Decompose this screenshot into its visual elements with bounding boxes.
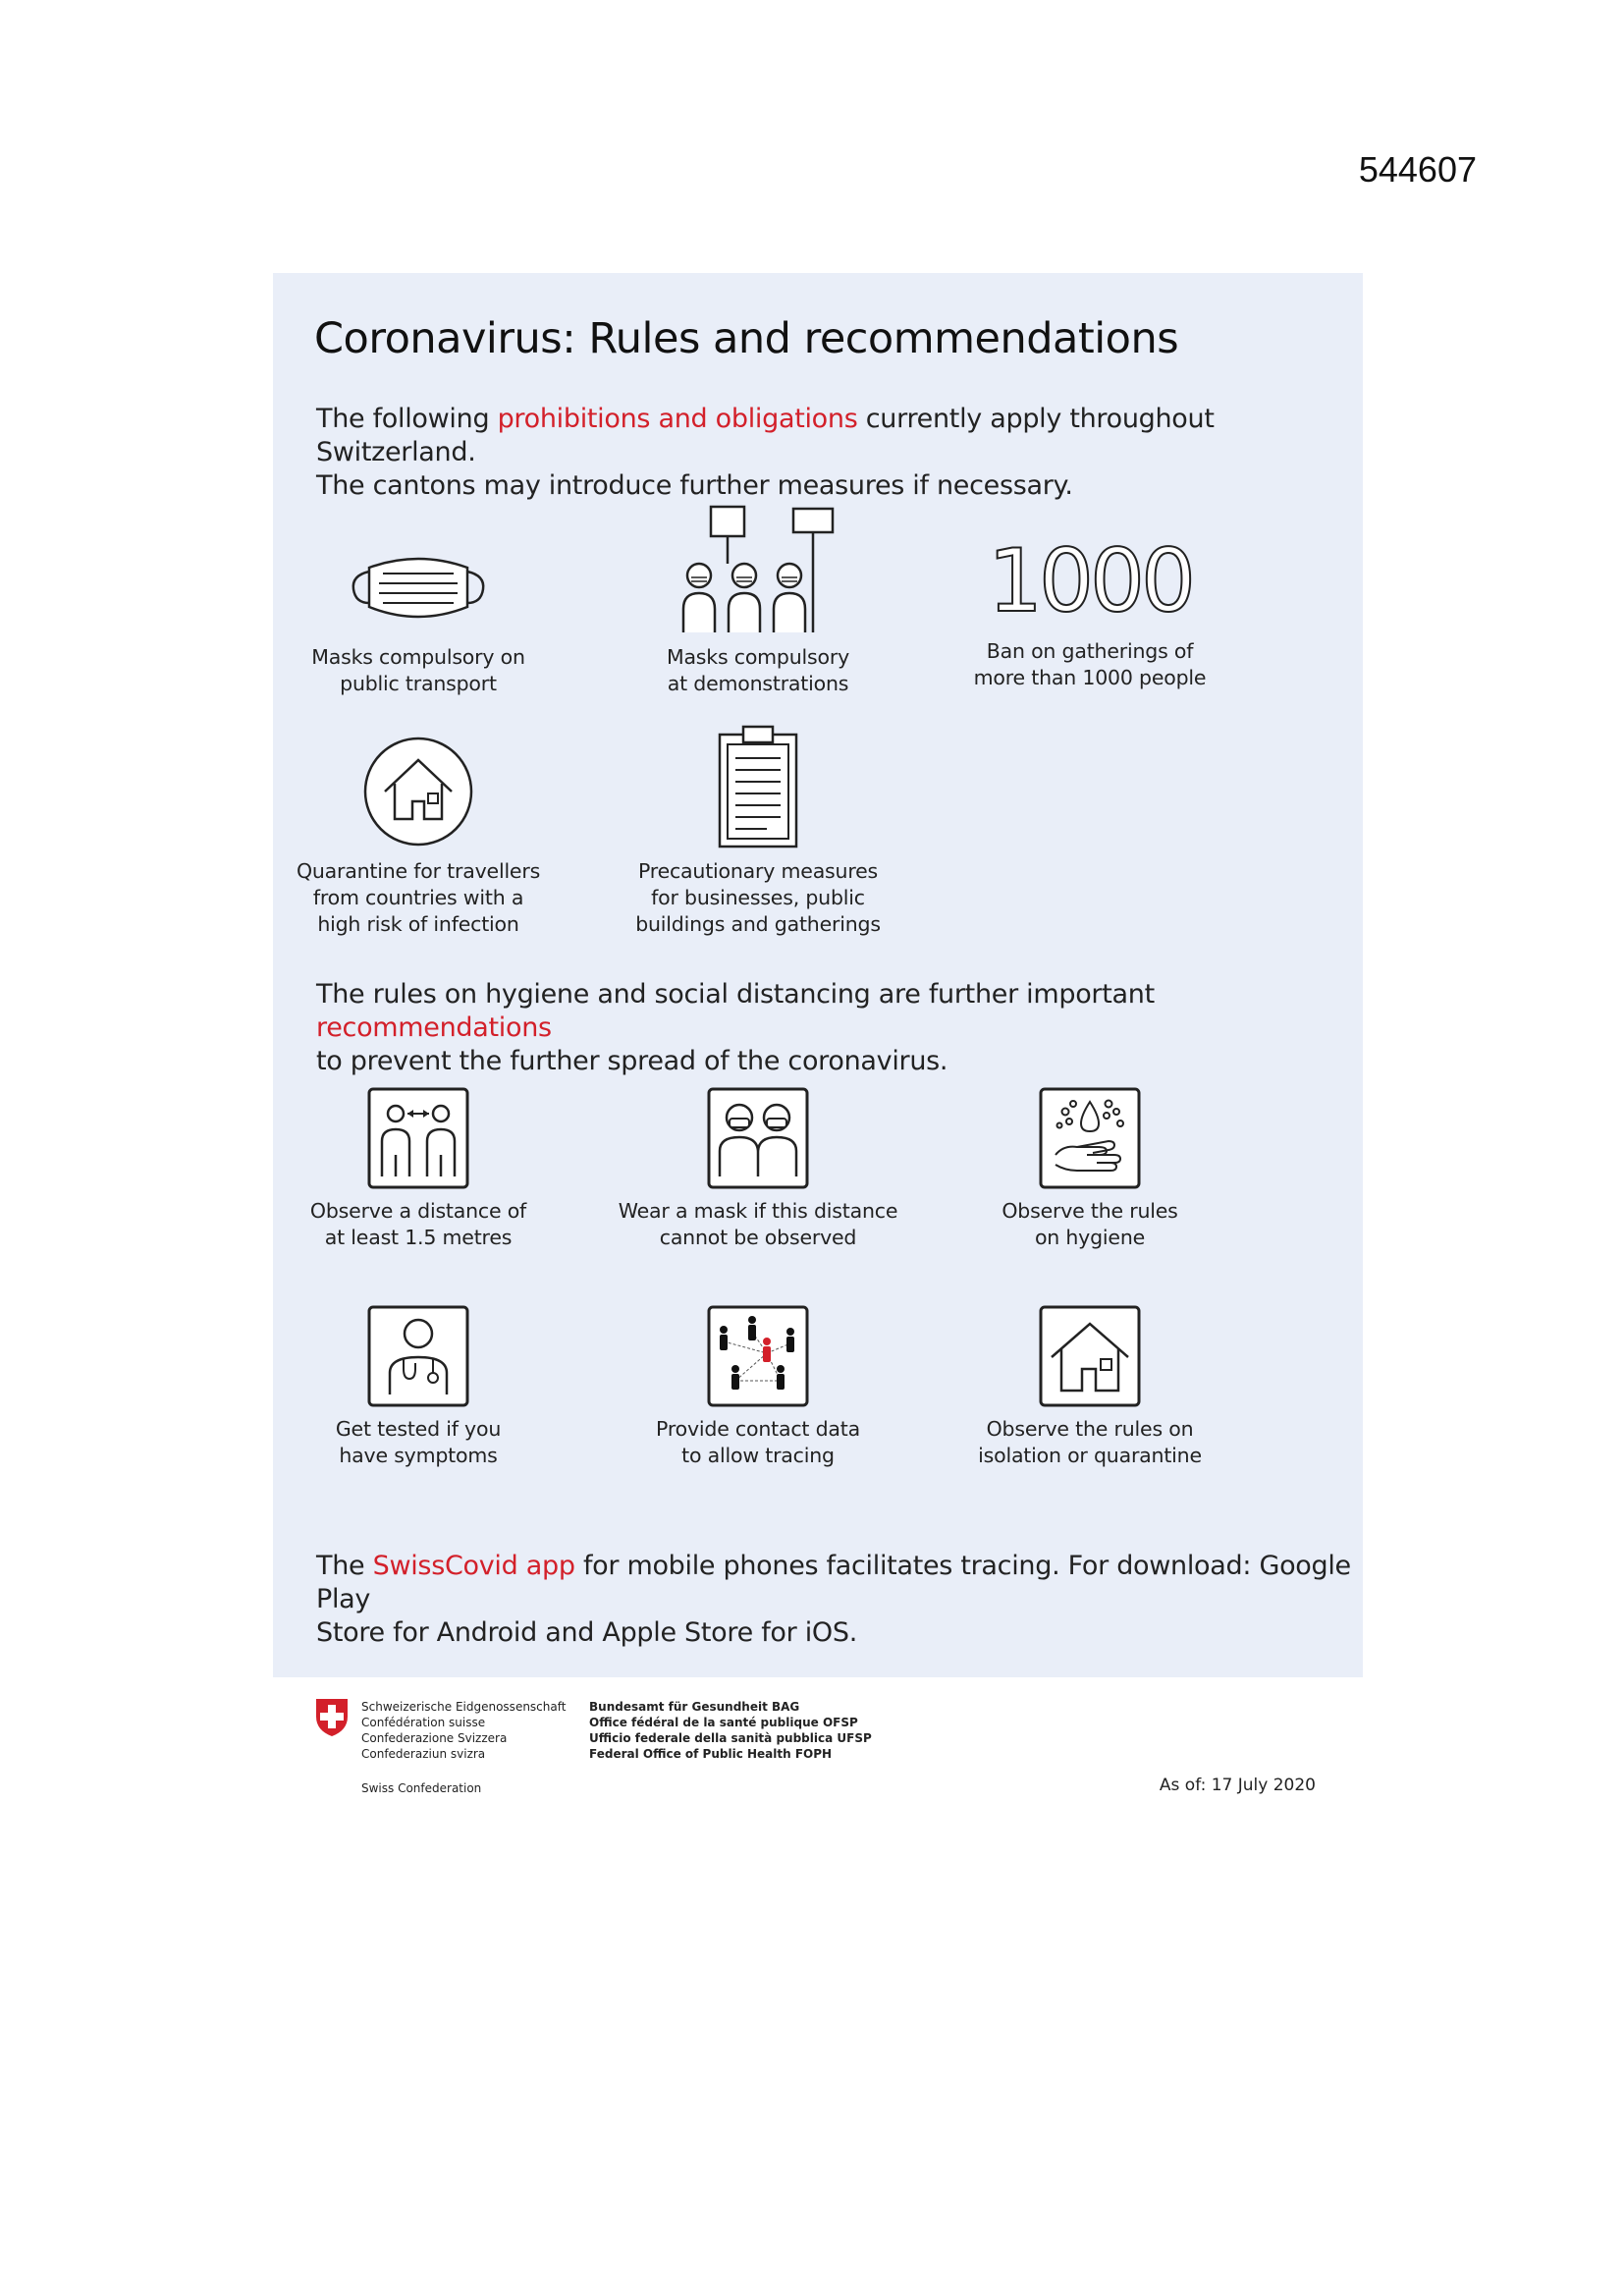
quarantine-house-icon <box>359 733 477 850</box>
confederation-line: Confédération suisse <box>361 1716 486 1729</box>
recommendation-item-contact-data <box>611 1304 905 1469</box>
item-caption: Provide contact data to allow tracing <box>656 1417 860 1467</box>
mask-icon <box>350 538 487 636</box>
recommendations-paragraph <box>316 978 1363 1078</box>
recommendation-item-distance <box>271 1086 566 1251</box>
swiss-confederation-label: Swiss Confederation <box>361 1781 482 1795</box>
item-caption: Observe a distance of at least 1.5 metres <box>309 1199 527 1249</box>
item-caption: Quarantine for travellers from countries with a high risk of infection <box>296 859 541 936</box>
prohibition-item-quarantine <box>271 733 566 938</box>
recommendation-item-isolation <box>943 1304 1237 1469</box>
intro-prefix: The following <box>316 404 498 434</box>
distance-icon <box>366 1086 470 1190</box>
intro-highlight: prohibitions and obligations <box>497 404 858 434</box>
prohibition-item-gatherings <box>943 530 1237 691</box>
item-caption: Wear a mask if this distance cannot be observed <box>618 1199 898 1249</box>
app-line2: Store for Android and Apple Store for iOS. <box>316 1617 857 1648</box>
intro-line2: The cantons may introduce further measures if necessary. <box>316 470 1073 501</box>
number-1000-icon: 1000 <box>988 530 1192 631</box>
recommendation-item-wear-mask <box>611 1086 905 1251</box>
office-line: Office fédéral de la santé publique OFSP <box>589 1716 858 1729</box>
masked-people-icon <box>706 1086 810 1190</box>
poster <box>273 273 1363 1677</box>
recommendation-item-hygiene <box>943 1086 1237 1251</box>
prohibition-item-precautionary <box>611 723 905 938</box>
office-names <box>589 1699 872 1762</box>
as-of-date: As of: 17 July 2020 <box>1159 1776 1316 1795</box>
item-caption: Precautionary measures for businesses, public buildings and gatherings <box>635 859 881 936</box>
item-caption: Observe the rules on isolation or quarantine <box>978 1417 1202 1467</box>
office-line: Ufficio federale della sanità pubblica UFSP <box>589 1731 872 1745</box>
prohibition-item-masks-transport <box>271 538 566 697</box>
item-caption: Observe the rules on hygiene <box>1001 1199 1178 1249</box>
confederation-line: Confederaziun svizra <box>361 1747 486 1761</box>
app-suffix: for mobile phones facilitates tracing. For download: Google Play <box>316 1551 1351 1614</box>
clipboard-icon <box>714 723 802 850</box>
office-line: Federal Office of Public Health FOPH <box>589 1747 833 1761</box>
poster-title: Coronavirus: Rules and recommendations <box>314 314 1179 363</box>
recommend-prefix: The rules on hygiene and social distancing are further important <box>316 979 1155 1010</box>
swiss-coat-of-arms-icon <box>314 1697 350 1738</box>
app-prefix: The <box>316 1551 373 1581</box>
confederation-line: Confederazione Svizzera <box>361 1731 508 1745</box>
item-caption: Get tested if you have symptoms <box>335 1417 502 1467</box>
item-caption: Masks compulsory on public transport <box>311 645 525 695</box>
recommend-line2: to prevent the further spread of the coronavirus. <box>316 1046 948 1076</box>
intro-paragraph <box>316 403 1363 503</box>
footer <box>273 1677 1363 1815</box>
isolation-house-icon <box>1038 1304 1142 1408</box>
document-id: 544607 <box>1358 149 1477 190</box>
handwash-icon <box>1038 1086 1142 1190</box>
demonstration-icon <box>679 505 837 636</box>
recommendation-item-get-tested <box>271 1304 566 1469</box>
confederation-names <box>361 1699 566 1762</box>
app-highlight: SwissCovid app <box>372 1551 575 1581</box>
doctor-icon <box>366 1304 470 1408</box>
app-paragraph <box>316 1550 1363 1650</box>
intro-suffix: currently apply throughout Switzerland. <box>316 404 1215 467</box>
office-line: Bundesamt für Gesundheit BAG <box>589 1700 800 1714</box>
item-caption: Ban on gatherings of more than 1000 people <box>973 639 1207 689</box>
recommend-highlight: recommendations <box>316 1012 552 1043</box>
contact-tracing-icon <box>706 1304 810 1408</box>
item-caption: Masks compulsory at demonstrations <box>666 645 850 695</box>
prohibition-item-masks-demonstrations <box>611 505 905 697</box>
confederation-line: Schweizerische Eidgenossenschaft <box>361 1700 567 1714</box>
